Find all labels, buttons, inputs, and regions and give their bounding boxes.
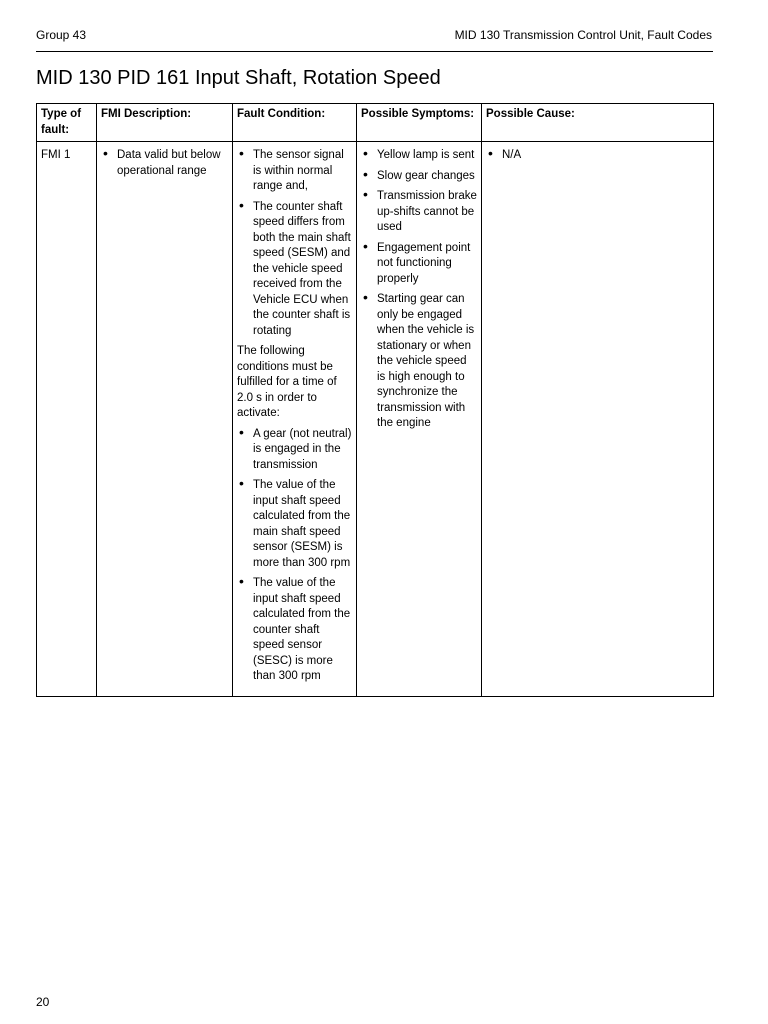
- list-item: • The counter shaft speed differs from both the main shaft speed (SESM) and the vehicle speed received from the Vehicle ECU when the counter shaft is rotating: [237, 200, 352, 340]
- cell-possible-symptoms: [357, 142, 482, 697]
- header-fmi-description: FMI Description:: [97, 104, 233, 142]
- page-title: MID 130 PID 161 Input Shaft, Rotation Speed: [36, 67, 441, 89]
- group-label: Group 43: [36, 28, 87, 42]
- list-item: • The sensor signal is within normal range and,: [237, 148, 352, 195]
- header-fault-condition: Fault Condition:: [233, 104, 357, 142]
- symptoms-list: [361, 148, 477, 432]
- fault-condition-list-1: [237, 148, 352, 339]
- section-title: MID 130 Transmission Control Unit, Fault Codes: [454, 28, 712, 42]
- fault-condition-text: The following conditions must be fulfilled for a time of 2.0 s in order to activate:: [237, 345, 337, 419]
- table-header-row: [37, 104, 714, 142]
- cell-fmi-description: [97, 142, 233, 697]
- header-type-of-fault: Type of fault:: [37, 104, 97, 142]
- fmi-description-list: [101, 148, 228, 179]
- list-item: • The value of the input shaft speed calculated from the main shaft speed sensor (SESM) is more than 300 rpm: [237, 478, 352, 571]
- list-item: • Starting gear can only be engaged when the vehicle is stationary or when the vehicle speed is high enough to synchronize the transmission with the engine: [361, 292, 477, 432]
- fault-condition-list-2: [237, 427, 352, 685]
- cell-type-of-fault: FMI 1: [37, 142, 97, 697]
- fault-code-table: [36, 103, 714, 697]
- table-row: [37, 142, 714, 697]
- cell-possible-cause: [482, 142, 714, 697]
- header-divider: [36, 51, 713, 52]
- list-item: • Yellow lamp is sent: [361, 148, 477, 164]
- list-item: • Slow gear changes: [361, 169, 477, 185]
- causes-list: [486, 148, 709, 164]
- header-possible-symptoms: Possible Symptoms:: [357, 104, 482, 142]
- list-item: • N/A: [486, 148, 709, 164]
- page-number: 20: [36, 995, 50, 1009]
- list-item: • Data valid but below operational range: [101, 148, 228, 179]
- header-possible-cause: Possible Cause:: [482, 104, 714, 142]
- list-item: • Engagement point not functioning properly: [361, 241, 477, 288]
- list-item: • The value of the input shaft speed calculated from the counter shaft speed sensor (SESC) is more than 300 rpm: [237, 576, 352, 685]
- cell-fault-condition: [233, 142, 357, 697]
- list-item: • A gear (not neutral) is engaged in the transmission: [237, 427, 352, 474]
- list-item: • Transmission brake up-shifts cannot be used: [361, 189, 477, 236]
